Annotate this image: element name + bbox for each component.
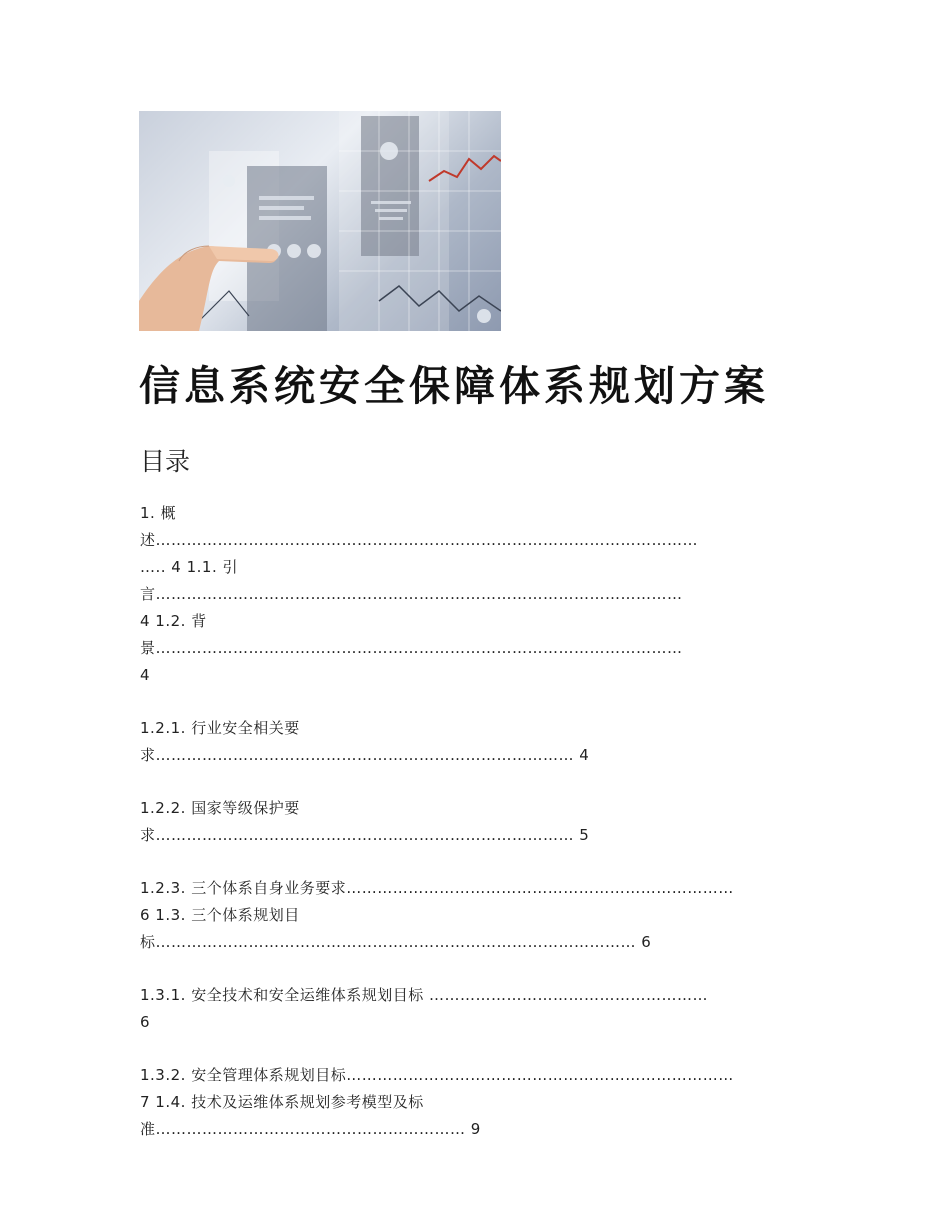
toc-line: 言………………………………………………………………………………………… bbox=[140, 585, 683, 603]
toc-line: 7 1.4. 技术及运维体系规划参考模型及标 bbox=[140, 1093, 424, 1111]
table-of-contents bbox=[140, 500, 820, 1169]
toc-heading: 目录 bbox=[140, 447, 191, 476]
toc-line: 准…………………………………………………… 9 bbox=[140, 1120, 481, 1138]
toc-entry[interactable] bbox=[140, 982, 820, 1036]
toc-line: 1.2.1. 行业安全相关要 bbox=[140, 719, 300, 737]
toc-entry[interactable] bbox=[140, 715, 820, 769]
toc-entry[interactable] bbox=[140, 500, 820, 689]
toc-line: 4 1.2. 背 bbox=[140, 612, 207, 630]
toc-line: 1. 概 bbox=[140, 504, 177, 522]
toc-line: 标………………………………………………………………………………… 6 bbox=[140, 933, 652, 951]
toc-line: 述…………………………………………………………………………………………… bbox=[140, 531, 699, 549]
toc-line: 求……………………………………………………………………… 4 bbox=[140, 746, 590, 764]
toc-line: 4 bbox=[140, 666, 151, 684]
document-title: 信息系统安全保障体系规划方案 bbox=[139, 362, 769, 410]
toc-line: ….. 4 1.1. 引 bbox=[140, 558, 239, 576]
toc-entry[interactable] bbox=[140, 1062, 820, 1143]
toc-line: 6 bbox=[140, 1013, 151, 1031]
toc-line: 1.2.2. 国家等级保护要 bbox=[140, 799, 300, 817]
toc-entry[interactable] bbox=[140, 795, 820, 849]
cover-illustration bbox=[139, 111, 501, 331]
toc-line: 6 1.3. 三个体系规划目 bbox=[140, 906, 300, 924]
toc-line: 1.3.2. 安全管理体系规划目标………………………………………………………………… bbox=[140, 1066, 734, 1084]
toc-line: 求……………………………………………………………………… 5 bbox=[140, 826, 590, 844]
toc-line: 1.2.3. 三个体系自身业务要求………………………………………………………………… bbox=[140, 879, 734, 897]
toc-line: 1.3.1. 安全技术和安全运维体系规划目标 ……………………………………………… bbox=[140, 986, 708, 1004]
toc-line: 景………………………………………………………………………………………… bbox=[140, 639, 683, 657]
toc-entry[interactable] bbox=[140, 875, 820, 956]
